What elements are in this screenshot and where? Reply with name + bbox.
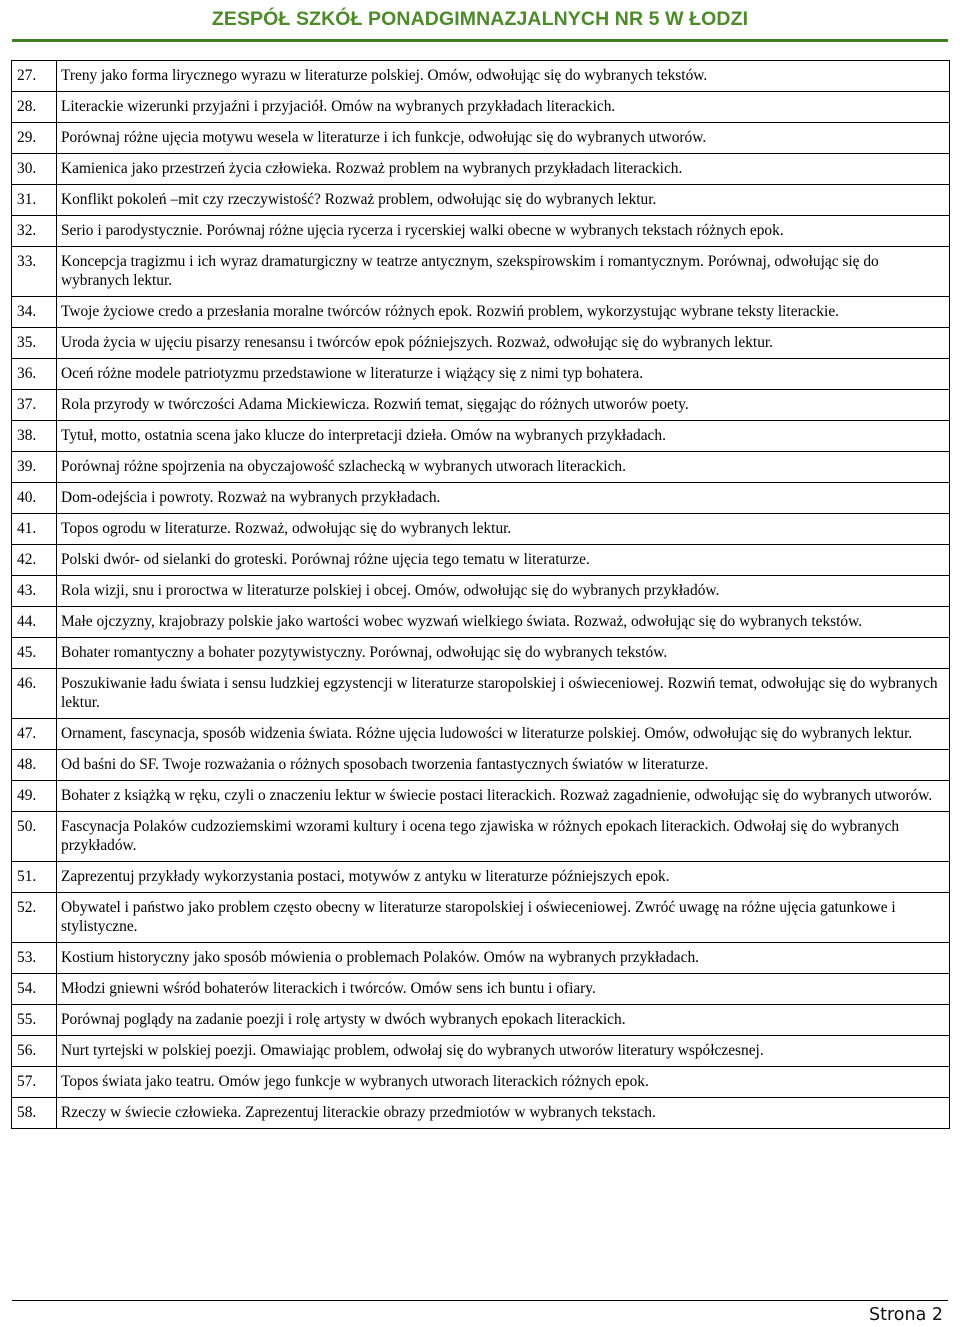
topic-text: Porównaj poglądy na zadanie poezji i rolę artysty w dwóch wybranych epokach literackich. — [57, 1005, 950, 1036]
table-row — [12, 514, 950, 545]
table-row — [12, 862, 950, 893]
topic-number: 51. — [12, 862, 57, 893]
table-row — [12, 328, 950, 359]
topic-number: 44. — [12, 607, 57, 638]
table-row — [12, 483, 950, 514]
table-row — [12, 390, 950, 421]
table-row — [12, 607, 950, 638]
topic-text: Małe ojczyzny, krajobrazy polskie jako wartości wobec wyzwań wielkiego świata. Rozważ, odwołując się do wybranych tekstów. — [57, 607, 950, 638]
topic-text: Kostium historyczny jako sposób mówienia o problemach Polaków. Omów na wybranych przykładach. — [57, 943, 950, 974]
table-row — [12, 1098, 950, 1129]
table-row — [12, 576, 950, 607]
topic-text: Młodzi gniewni wśród bohaterów literackich i twórców. Omów sens ich buntu i ofiary. — [57, 974, 950, 1005]
topics-table — [11, 60, 950, 1129]
topic-number: 46. — [12, 669, 57, 719]
table-row — [12, 719, 950, 750]
table-row — [12, 154, 950, 185]
topic-text: Rzeczy w świecie człowieka. Zaprezentuj literackie obrazy przedmiotów w wybranych tekstach. — [57, 1098, 950, 1129]
table-row — [12, 359, 950, 390]
table-row — [12, 123, 950, 154]
topic-number: 58. — [12, 1098, 57, 1129]
topic-text: Od baśni do SF. Twoje rozważania o różnych sposobach tworzenia fantastycznych światów w literaturze. — [57, 750, 950, 781]
topic-number: 53. — [12, 943, 57, 974]
topic-number: 45. — [12, 638, 57, 669]
topic-number: 47. — [12, 719, 57, 750]
table-row — [12, 974, 950, 1005]
topic-number: 40. — [12, 483, 57, 514]
table-row — [12, 421, 950, 452]
topic-number: 35. — [12, 328, 57, 359]
topic-text: Ornament, fascynacja, sposób widzenia świata. Różne ujęcia ludowości w literaturze polskiej. Omów, odwołując się do wybranych lektur. — [57, 719, 950, 750]
topic-text: Uroda życia w ujęciu pisarzy renesansu i twórców epok późniejszych. Rozważ, odwołując się do wybranych lektur. — [57, 328, 950, 359]
topic-number: 37. — [12, 390, 57, 421]
topic-text: Treny jako forma lirycznego wyrazu w literaturze polskiej. Omów, odwołując się do wybranych tekstów. — [57, 61, 950, 92]
topic-text: Literackie wizerunki przyjaźni i przyjaciół. Omów na wybranych przykładach literackich. — [57, 92, 950, 123]
table-row — [12, 943, 950, 974]
topic-number: 36. — [12, 359, 57, 390]
topic-text: Twoje życiowe credo a przesłania moralne twórców różnych epok. Rozwiń problem, wykorzystując wybrane teksty literackie. — [57, 297, 950, 328]
topic-text: Porównaj różne ujęcia motywu wesela w literaturze i ich funkcje, odwołując się do wybranych utworów. — [57, 123, 950, 154]
topic-text: Rola przyrody w twórczości Adama Mickiewicza. Rozwiń temat, sięgając do różnych utworów poety. — [57, 390, 950, 421]
table-row — [12, 92, 950, 123]
topic-text: Zaprezentuj przykłady wykorzystania postaci, motywów z antyku w literaturze późniejszych epok. — [57, 862, 950, 893]
table-row — [12, 781, 950, 812]
topic-text: Poszukiwanie ładu świata i sensu ludzkiej egzystencji w literaturze staropolskiej i oświeceniowej. Rozwiń temat, odwołując się do wybranych lektur. — [57, 669, 950, 719]
table-row — [12, 1005, 950, 1036]
topic-text: Porównaj różne spojrzenia na obyczajowość szlachecką w wybranych utworach literackich. — [57, 452, 950, 483]
topic-number: 56. — [12, 1036, 57, 1067]
topic-number: 34. — [12, 297, 57, 328]
table-row — [12, 452, 950, 483]
table-row — [12, 669, 950, 719]
topic-number: 30. — [12, 154, 57, 185]
footer-divider — [12, 1300, 948, 1301]
topic-text: Kamienica jako przestrzeń życia człowieka. Rozważ problem na wybranych przykładach literackich. — [57, 154, 950, 185]
topic-number: 52. — [12, 893, 57, 943]
topic-text: Polski dwór- od sielanki do groteski. Porównaj różne ujęcia tego tematu w literaturze. — [57, 545, 950, 576]
table-row — [12, 545, 950, 576]
topic-number: 41. — [12, 514, 57, 545]
topic-text: Nurt tyrtejski w polskiej poezji. Omawiając problem, odwołaj się do wybranych utworów literatury współczesnej. — [57, 1036, 950, 1067]
topic-number: 31. — [12, 185, 57, 216]
table-row — [12, 297, 950, 328]
page-header-title: ZESPÓŁ SZKÓŁ PONADGIMNAZJALNYCH NR 5 W ŁODZI — [211, 8, 749, 30]
topic-number: 39. — [12, 452, 57, 483]
topic-text: Dom-odejścia i powroty. Rozważ na wybranych przykładach. — [57, 483, 950, 514]
page-number: Strona 2 — [869, 1305, 943, 1325]
topic-number: 48. — [12, 750, 57, 781]
topic-number: 38. — [12, 421, 57, 452]
topic-number: 43. — [12, 576, 57, 607]
topic-number: 29. — [12, 123, 57, 154]
topic-text: Serio i parodystycznie. Porównaj różne ujęcia rycerza i rycerskiej walki obecne w wybranych tekstach różnych epok. — [57, 216, 950, 247]
header-divider — [12, 39, 948, 42]
topic-number: 27. — [12, 61, 57, 92]
topic-text: Topos ogrodu w literaturze. Rozważ, odwołując się do wybranych lektur. — [57, 514, 950, 545]
topic-number: 42. — [12, 545, 57, 576]
table-row — [12, 1067, 950, 1098]
topic-text: Tytuł, motto, ostatnia scena jako klucze do interpretacji dzieła. Omów na wybranych przykładach. — [57, 421, 950, 452]
table-row — [12, 893, 950, 943]
topic-number: 54. — [12, 974, 57, 1005]
topic-text: Oceń różne modele patriotyzmu przedstawione w literaturze i wiążący się z nimi typ bohatera. — [57, 359, 950, 390]
topic-number: 57. — [12, 1067, 57, 1098]
topic-number: 55. — [12, 1005, 57, 1036]
table-row — [12, 1036, 950, 1067]
topic-text: Fascynacja Polaków cudzoziemskimi wzorami kultury i ocena tego zjawiska w różnych epokach literackich. Odwołaj się do wybranych przykładów. — [57, 812, 950, 862]
topic-text: Bohater romantyczny a bohater pozytywistyczny. Porównaj, odwołując się do wybranych tekstów. — [57, 638, 950, 669]
topic-number: 33. — [12, 247, 57, 297]
table-row — [12, 750, 950, 781]
table-row — [12, 812, 950, 862]
topic-text: Konflikt pokoleń –mit czy rzeczywistość? Rozważ problem, odwołując się do wybranych lektur. — [57, 185, 950, 216]
topic-number: 50. — [12, 812, 57, 862]
table-row — [12, 61, 950, 92]
table-row — [12, 247, 950, 297]
topic-number: 32. — [12, 216, 57, 247]
topics-table-body — [12, 61, 950, 1129]
table-row — [12, 185, 950, 216]
topic-number: 28. — [12, 92, 57, 123]
topic-text: Bohater z książką w ręku, czyli o znaczeniu lektur w świecie postaci literackich. Rozważ zagadnienie, odwołując się do wybranych utworów. — [57, 781, 950, 812]
topic-text: Obywatel i państwo jako problem często obecny w literaturze staropolskiej i oświeceniowej. Zwróć uwagę na różne ujęcia gatunkowe i stylistyczne. — [57, 893, 950, 943]
topic-text: Rola wizji, snu i proroctwa w literaturze polskiej i obcej. Omów, odwołując się do wybranych przykładów. — [57, 576, 950, 607]
table-row — [12, 638, 950, 669]
table-row — [12, 216, 950, 247]
topic-number: 49. — [12, 781, 57, 812]
topic-text: Koncepcja tragizmu i ich wyraz dramaturgiczny w teatrze antycznym, szekspirowskim i romantycznym. Porównaj, odwołując się do wybranych lektur. — [57, 247, 950, 297]
topic-text: Topos świata jako teatru. Omów jego funkcje w wybranych utworach literackich różnych epok. — [57, 1067, 950, 1098]
